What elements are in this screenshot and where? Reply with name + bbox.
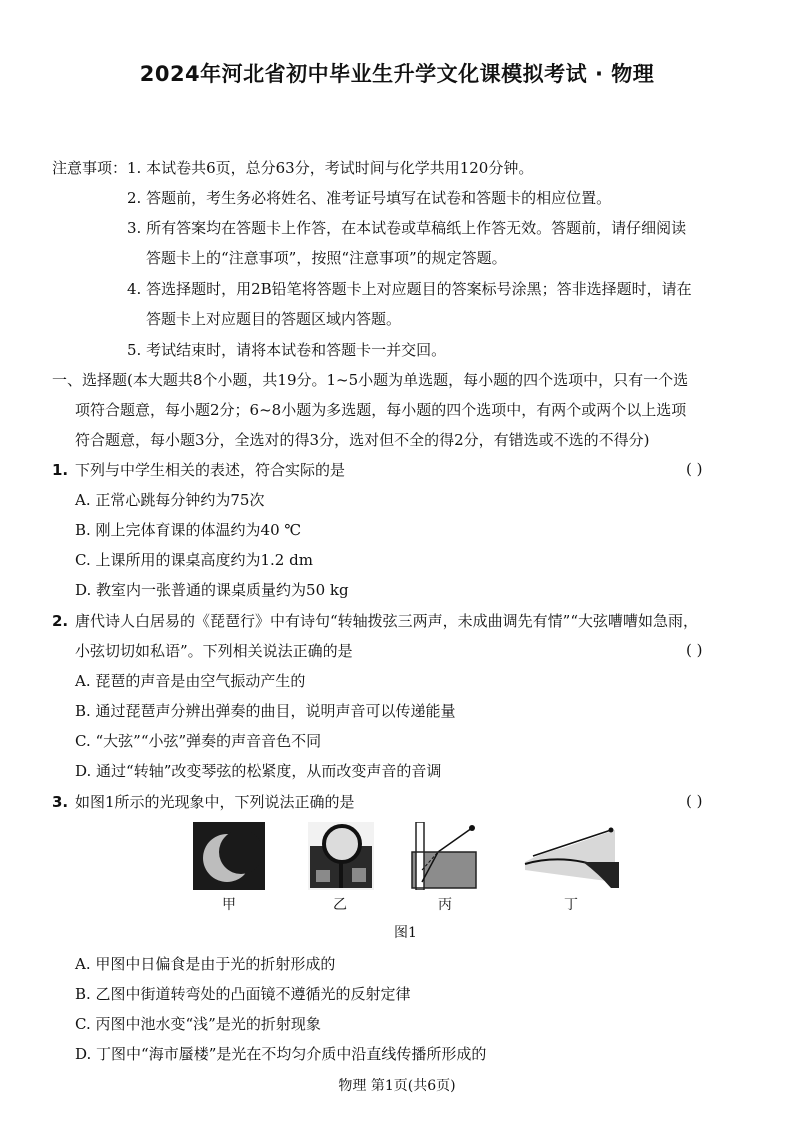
answer-paren: ( ) [686,792,703,810]
figure-jia-solar-eclipse [193,822,265,890]
option: B. 刚上完体育课的体温约为40 ℃ [75,521,302,539]
exam-title: 2024年河北省初中毕业生升学文化课模拟考试 · 物理 [139,62,655,86]
page-footer: 物理 第1页(共6页) [338,1078,456,1094]
figure-label: 丙 [438,897,452,913]
question-number: 3. [52,793,69,811]
figure-label: 甲 [222,897,236,913]
answer-paren: ( ) [686,641,703,659]
figure-label: 乙 [333,897,347,913]
notice-item: 答题卡上对应题目的答题区域内答题。 [146,310,402,328]
option: C. 上课所用的课桌高度约为1.2 dm [75,551,313,569]
answer-paren: ( ) [686,460,703,478]
notice-heading: 注意事项： [52,159,128,177]
figure-yi-convex-mirror [308,822,374,890]
notice-item: 3. 所有答案均在答题卡上作答，在本试卷或草稿纸上作答无效。答题前，请仔细阅读 [127,219,687,237]
figure-ding-mirage [523,822,619,890]
notice-item: 4. 答选择题时，用2B铅笔将答题卡上对应题目的答案标号涂黑；答非选择题时，请在 [127,280,692,298]
option: B. 通过琵琶声分辨出弹奏的曲目，说明声音可以传递能量 [75,702,456,720]
figure-caption: 图1 [394,925,417,941]
notice-item: 1. 本试卷共6页，总分63分，考试时间与化学共用120分钟。 [127,159,534,177]
section-header: 项符合题意，每小题2分；6~8小题为多选题，每小题的四个选项中，有两个或两个以上选项 [75,401,687,419]
option: C. “大弦”“小弦”弹奏的声音音色不同 [75,732,322,750]
notice-item: 5. 考试结束时，请将本试卷和答题卡一并交回。 [127,341,447,359]
option: C. 丙图中池水变“浅”是光的折射现象 [75,1015,321,1033]
question-stem: 唐代诗人白居易的《琵琶行》中有诗句“转轴拨弦三两声，未成曲调先有情”“大弦嘈嘈如急雨， [75,612,699,630]
option: B. 乙图中街道转弯处的凸面镜不遵循光的反射定律 [75,985,411,1003]
option: A. 琵琶的声音是由空气振动产生的 [75,672,306,690]
notice-item: 2. 答题前，考生务必将姓名、准考证号填写在试卷和答题卡的相应位置。 [127,189,612,207]
option: A. 正常心跳每分钟约为75次 [75,491,265,509]
notice-item: 答题卡上的“注意事项”，按照“注意事项”的规定答题。 [146,249,507,267]
figure-label: 丁 [564,897,578,913]
option: D. 丁图中“海市蜃楼”是光在不均匀介质中沿直线传播所形成的 [75,1045,487,1063]
question-stem: 如图1所示的光现象中，下列说法正确的是 [75,793,355,811]
figure-bing-pool-refraction [410,822,478,890]
section-header: 一、选择题(本大题共8个小题，共19分。1~5小题为单选题，每小题的四个选项中，只有一个选 [52,371,689,389]
section-header: 符合题意，每小题3分，全选对的得3分，选对但不全的得2分，有错选或不选的不得分) [75,431,650,449]
option: D. 通过“转轴”改变琴弦的松紧度，从而改变声音的音调 [75,762,442,780]
option: A. 甲图中日偏食是由于光的折射形成的 [75,955,336,973]
question-stem: 小弦切切如私语”。下列相关说法正确的是 [75,642,353,660]
question-number: 2. [52,612,69,630]
option: D. 教室内一张普通的课桌质量约为50 kg [75,581,349,599]
question-stem: 下列与中学生相关的表述，符合实际的是 [75,461,346,479]
question-number: 1. [52,461,69,479]
